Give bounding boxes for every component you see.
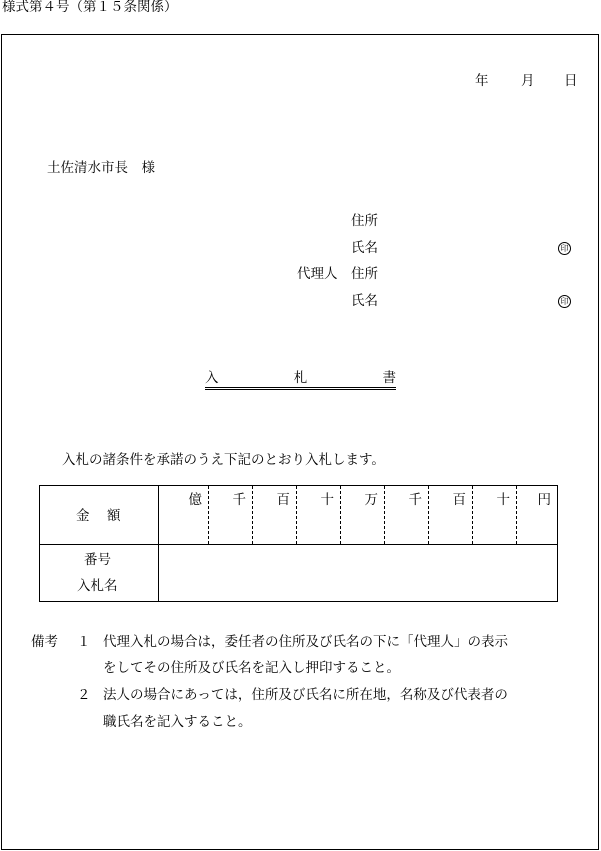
amount-label-gaku: 額 [107,508,121,524]
unit-juu-2: 十 [496,492,510,508]
agent-address-label: 住所 [351,266,378,282]
remark-number-1: １ [77,634,91,650]
remark-1-line-1: 代理入札の場合は，委任者の住所及び氏名の下に「代理人」の表示 [103,634,508,650]
remark-2-line-1: 法人の場合にあっては，住所及び氏名に所在地，名称及び代表者の [103,687,508,703]
seal-mark-applicant: 印 [558,242,571,255]
form-header: 様式第４号（第１５条関係） [2,0,178,15]
number-label: 番号 [84,552,111,568]
date-year: 年 [475,73,489,89]
unit-sen-2: 千 [408,492,422,508]
table-column-divider [158,486,159,601]
amount-label-kin: 金 [76,508,90,524]
table-row-divider [40,544,557,545]
remarks-label: 備考 [31,634,58,650]
date-month: 月 [521,73,535,89]
agent-label: 代理人 [297,266,338,282]
unit-hyaku: 百 [276,492,290,508]
unit-sen: 千 [232,492,246,508]
title-char-1: 入 [205,370,219,386]
bid-name-label: 入札名 [77,578,118,594]
amount-table [39,485,558,602]
form-frame [1,34,599,850]
title-char-3: 書 [382,370,396,386]
title-char-2: 札 [293,370,308,386]
addressee: 土佐清水市長 様 [47,160,155,176]
document-title [205,372,396,390]
name-label: 氏名 [351,240,378,256]
seal-mark-agent: 印 [558,295,571,308]
remark-1-line-2: をしてその住所及び氏名を記入し押印すること。 [103,660,400,676]
unit-hyaku-2: 百 [452,492,466,508]
bid-statement: 入札の諸条件を承諾のうえ下記のとおり入札します。 [62,452,385,468]
unit-oku: 億 [188,492,202,508]
unit-en: 円 [537,492,551,508]
address-label: 住所 [351,213,378,229]
unit-man: 万 [364,492,378,508]
remark-2-line-2: 職氏名を記入すること。 [103,714,252,730]
unit-juu: 十 [320,492,334,508]
remark-number-2: ２ [77,687,91,703]
agent-name-label: 氏名 [351,293,378,309]
date-day: 日 [564,73,578,89]
